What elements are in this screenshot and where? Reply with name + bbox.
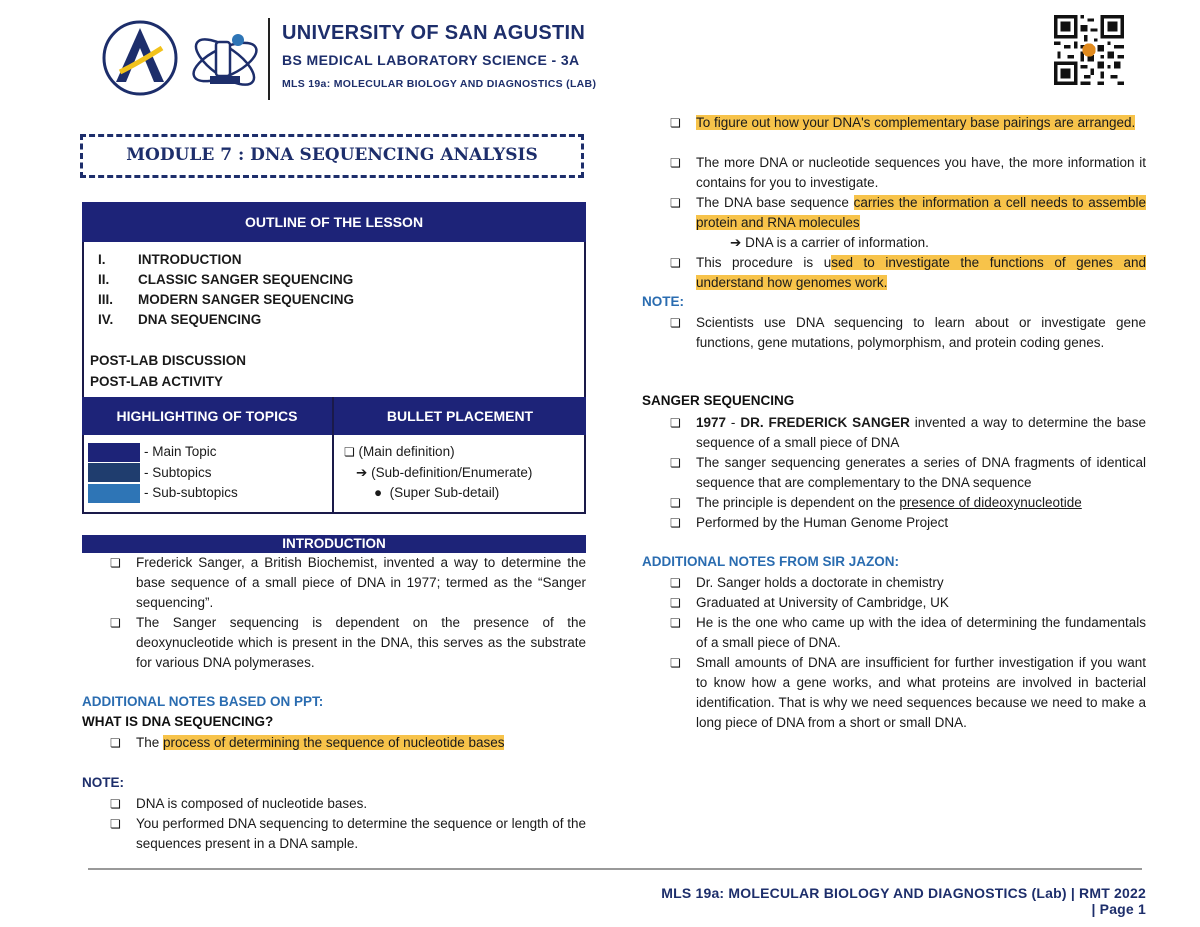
footer-divider <box>88 868 1142 870</box>
jazon-bullet: ❏ Small amounts of DNA are insufficient for further investigation if you want to know how a gene works, and what proteins are involved in bacterial identification. That is why we need sequences because we need to make a long piece of DNA from a short or small DNA. <box>670 655 1146 730</box>
main-topic-swatch <box>88 443 140 462</box>
course-name: MLS 19a: MOLECULAR BIOLOGY AND DIAGNOSTICS (LAB) <box>282 78 597 90</box>
note-heading: NOTE: <box>82 775 124 790</box>
checkbox-icon: ❏ <box>110 616 121 630</box>
postlab-list <box>90 350 246 392</box>
checkbox-icon: ❏ <box>670 156 681 170</box>
header-divider <box>268 18 270 100</box>
sanger-bullet: ❏ Performed by the Human Genome Project <box>670 513 1146 533</box>
outline-item: II. CLASSIC SANGER SEQUENCING <box>98 272 354 287</box>
subtopic-swatch <box>88 463 140 482</box>
checkbox-icon: ❏ <box>670 456 681 470</box>
qr-code-icon <box>1054 15 1124 85</box>
bullet-main: ❏ (Main definition) <box>344 444 455 459</box>
table-divider <box>332 397 334 514</box>
science-logo <box>186 22 264 98</box>
introduction-heading: INTRODUCTION <box>82 535 586 553</box>
note-bullet: ❏ You performed DNA sequencing to determine the sequence or length of the sequences present in a DNA sample. <box>110 816 586 851</box>
checkbox-icon: ❏ <box>670 496 681 510</box>
right-bullet: ❏ The DNA base sequence carries the information a cell needs to assemble protein and RNA molecules <box>670 195 1146 230</box>
checkbox-icon: ❏ <box>670 256 681 270</box>
arrow-icon: ➔ <box>730 235 742 250</box>
jazon-bullet: ❏ He is the one who came up with the idea of determining the fundamentals of a small piece of DNA. <box>670 615 1146 650</box>
sanger-bullet: ❏ The principle is dependent on the presence of dideoxynucleotide <box>670 493 1146 513</box>
arrow-icon: ➔ <box>356 465 368 480</box>
highlighting-heading: HIGHLIGHTING OF TOPICS <box>82 397 332 435</box>
checkbox-icon: ❏ <box>110 817 121 831</box>
checkbox-icon: ❏ <box>670 516 681 530</box>
checkbox-icon: ❏ <box>670 416 681 430</box>
subsubtopic-label: - Sub-subtopics <box>144 485 238 500</box>
outline-item: I. INTRODUCTION <box>98 252 242 267</box>
postlab-activity: POST-LAB ACTIVITY <box>90 374 224 389</box>
checkbox-icon: ❏ <box>670 656 681 670</box>
jazon-bullet: ❏ Dr. Sanger holds a doctorate in chemistry <box>670 573 1146 593</box>
ppt-notes-heading: ADDITIONAL NOTES BASED ON PPT: <box>82 694 324 709</box>
checkbox-icon: ❏ <box>110 736 121 750</box>
intro-bullet: ❏ Frederick Sanger, a British Biochemist, invented a way to determine the base sequence of a small piece of DNA in 1977; termed as the “Sanger sequencing”. <box>110 555 586 610</box>
postlab-discussion: POST-LAB DISCUSSION <box>90 353 247 368</box>
checkbox-icon: ❏ <box>670 116 681 130</box>
jazon-bullet: ❏ Graduated at University of Cambridge, UK <box>670 593 1146 613</box>
right-bullet: ❏ To figure out how your DNA's complementary base pairings are arranged. <box>670 113 1146 133</box>
university-name: UNIVERSITY OF SAN AGUSTIN <box>282 22 586 44</box>
right-bullet: ❏ The more DNA or nucleotide sequences you have, the more information it contains for you to investigate. <box>670 155 1146 190</box>
right-note-bullet: ❏ Scientists use DNA sequencing to learn about or investigate gene functions, gene mutations, polymorphism, and protein coding genes. <box>670 315 1146 350</box>
sanger-bullet: ❏ 1977 - DR. FREDERICK SANGER invented a way to determine the base sequence of a small piece of DNA <box>670 415 1146 450</box>
sanger-heading: SANGER SEQUENCING <box>642 393 795 408</box>
sanger-bullet: ❏ The sanger sequencing generates a series of DNA fragments of identical sequence that are complementary to the DNA sequence <box>670 455 1146 490</box>
page-footer: MLS 19a: MOLECULAR BIOLOGY AND DIAGNOSTICS (Lab) | RMT 2022 | Page 1 <box>661 885 1146 917</box>
checkbox-icon: ❏ <box>670 196 681 210</box>
subtopic-label: - Subtopics <box>144 465 212 480</box>
checkbox-icon: ❏ <box>670 596 681 610</box>
note-bullet: ❏ DNA is composed of nucleotide bases. <box>110 794 586 814</box>
bullet-super-sub: ● (Super Sub-detail) <box>374 485 500 500</box>
question-heading: WHAT IS DNA SEQUENCING? <box>82 714 274 729</box>
jazon-heading: ADDITIONAL NOTES FROM SIR JAZON: <box>642 554 900 569</box>
definition-bullet: ❏ The process of determining the sequence of nucleotide bases <box>110 733 586 753</box>
sub-bullet: ➔ DNA is a carrier of information. <box>730 235 929 250</box>
right-bullet: ❏ This procedure is used to investigate the functions of genes and understand how genomes work. <box>670 255 1146 290</box>
outline-item: IV. DNA SEQUENCING <box>98 312 262 327</box>
module-title: MODULE 7 : DNA SEQUENCING ANALYSIS <box>126 145 538 165</box>
checkbox-icon: ❏ <box>344 445 355 459</box>
bullet-heading: BULLET PLACEMENT <box>334 397 586 435</box>
main-topic-label: - Main Topic <box>144 444 217 459</box>
outline-list <box>92 250 354 330</box>
checkbox-icon: ❏ <box>670 616 681 630</box>
dot-icon: ● <box>374 485 383 500</box>
outline-item: III. MODERN SANGER SEQUENCING <box>98 292 355 307</box>
university-logo <box>100 18 180 100</box>
outline-heading: OUTLINE OF THE LESSON <box>82 202 586 242</box>
intro-bullet: ❏ The Sanger sequencing is dependent on the presence of the deoxynucleotide which is present in the DNA, this serves as the substrate for various DNA polymerases. <box>110 615 586 670</box>
program-name: BS MEDICAL LABORATORY SCIENCE - 3A <box>282 52 580 68</box>
bullet-sub: ➔ (Sub-definition/Enumerate) <box>356 465 533 480</box>
checkbox-icon: ❏ <box>110 797 121 811</box>
checkbox-icon: ❏ <box>110 556 121 570</box>
subsubtopic-swatch <box>88 484 140 503</box>
checkbox-icon: ❏ <box>670 576 681 590</box>
checkbox-icon: ❏ <box>670 316 681 330</box>
right-note-heading: NOTE: <box>642 294 684 309</box>
